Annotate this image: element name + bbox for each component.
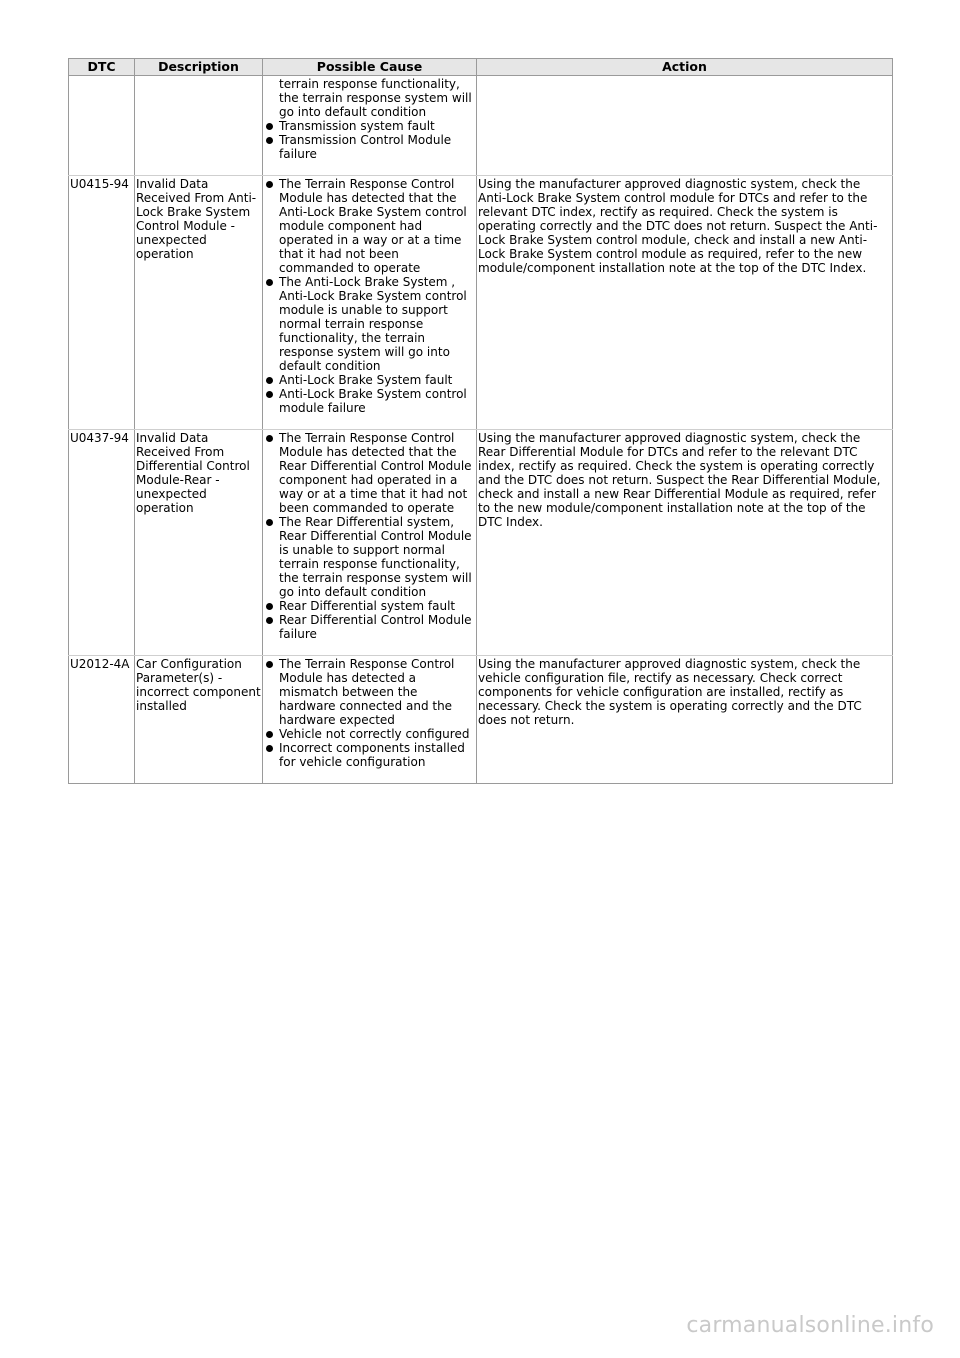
cell-action-empty: [477, 76, 893, 176]
cause-continuation: terrain response functionality, the terrain response system will go into default condition: [279, 77, 472, 119]
cause-item: Transmission Control Module failure: [264, 133, 475, 161]
header-action: Action: [477, 59, 893, 76]
cause-item: Rear Differential Control Module failure: [264, 613, 475, 641]
cell-causes: [263, 656, 477, 784]
table-header-row: [69, 59, 893, 76]
cell-description: Invalid Data Received From Differential Control Module-Rear - unexpected operation: [135, 430, 263, 656]
cell-action: Using the manufacturer approved diagnostic system, check the Anti-Lock Brake System control module for DTCs and refer to the relevant DTC index, rectify as required. Check the system is operating correctly and the DTC does not return. Suspect the Anti-Lock Brake System control module, check and install a new Anti-Lock Brake System control module as required, refer to the new module/component installation note at the top of the DTC Index.: [477, 176, 893, 430]
cell-description: Invalid Data Received From Anti-Lock Brake System Control Module - unexpected operation: [135, 176, 263, 430]
cause-list: [264, 431, 475, 641]
cause-item: Anti-Lock Brake System control module failure: [264, 387, 475, 415]
cell-action: Using the manufacturer approved diagnostic system, check the vehicle configuration file, rectify as necessary. Check correct components for vehicle configuration are installed, rectify as necessary. Check the system is operating correctly and the DTC does not return.: [477, 656, 893, 784]
cause-list: [264, 177, 475, 415]
cause-item: The Terrain Response Control Module has detected that the Anti-Lock Brake System control module component had operated in a way or at a time that it had not been commanded to operate: [264, 177, 475, 275]
cause-item: Incorrect components installed for vehicle configuration: [264, 741, 475, 769]
table-row-continued: [69, 76, 893, 176]
cause-item: The Anti-Lock Brake System , Anti-Lock Brake System control module is unable to support normal terrain response functionality, the terrain response system will go into default condition: [264, 275, 475, 373]
cause-item: The Terrain Response Control Module has detected that the Rear Differential Control Module component had operated in a way or at a time that it had not been commanded to operate: [264, 431, 475, 515]
cell-causes: [263, 76, 477, 176]
cause-item: Vehicle not correctly configured: [264, 727, 475, 741]
cause-item: Transmission system fault: [264, 119, 475, 133]
header-possible-cause: Possible Cause: [263, 59, 477, 76]
header-description: Description: [135, 59, 263, 76]
cell-causes: [263, 176, 477, 430]
table-row: [69, 656, 893, 784]
cell-dtc: U0415-94: [69, 176, 135, 430]
cell-dtc-empty: [69, 76, 135, 176]
cause-item: Rear Differential system fault: [264, 599, 475, 613]
cell-description: Car Configuration Parameter(s) - incorrect component installed: [135, 656, 263, 784]
table-row: [69, 430, 893, 656]
cell-description-empty: [135, 76, 263, 176]
dtc-table: [68, 58, 893, 784]
cause-item: The Terrain Response Control Module has detected a mismatch between the hardware connected and the hardware expected: [264, 657, 475, 727]
cell-dtc: U2012-4A: [69, 656, 135, 784]
watermark: carmanualsonline.info: [686, 1313, 934, 1338]
cause-item: The Rear Differential system, Rear Differential Control Module is unable to support normal terrain response functionality, the terrain response system will go into default condition: [264, 515, 475, 599]
cause-list: [264, 657, 475, 769]
table-row: [69, 176, 893, 430]
cause-item: Anti-Lock Brake System fault: [264, 373, 475, 387]
cell-dtc: U0437-94: [69, 430, 135, 656]
cell-action: Using the manufacturer approved diagnostic system, check the Rear Differential Module for DTCs and refer to the relevant DTC index, rectify as required. Check the system is operating correctly and the DTC does not return. Suspect the Rear Differential Module, check and install a new Rear Differential Module as required, refer to the new module/component installation note at the top of the DTC Index.: [477, 430, 893, 656]
header-dtc: DTC: [69, 59, 135, 76]
cause-list: [264, 77, 475, 161]
cell-causes: [263, 430, 477, 656]
